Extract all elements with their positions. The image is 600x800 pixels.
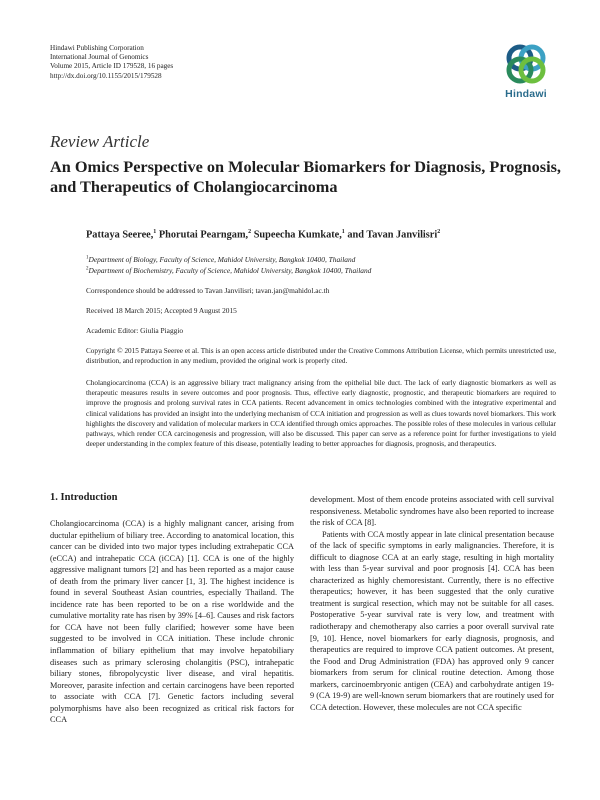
- volume-info: Volume 2015, Article ID 179528, 16 pages: [50, 62, 174, 71]
- author-affiliation-mark: 2: [437, 229, 441, 235]
- journal-name: International Journal of Genomics: [50, 53, 149, 62]
- affiliation-1: [86, 255, 355, 264]
- body-column-right: [310, 494, 554, 713]
- hindawi-logo-icon: [496, 40, 556, 88]
- affiliation-number: 2: [86, 266, 89, 272]
- body-column-left: [50, 518, 294, 726]
- correspondence: Correspondence should be addressed to Tavan Janvilisri; tavan.jan@mahidol.ac.th: [86, 286, 330, 295]
- affiliation-text: Department of Biochemistry, Faculty of Science, Mahidol University, Bangkok 10400, Thailand: [88, 266, 372, 275]
- author-affiliation-mark: 2: [248, 229, 252, 235]
- abstract: Cholangiocarcinoma (CCA) is an aggressive biliary tract malignancy arising from the epithelial bile duct. The lack of early diagnostic biomarkers as well as therapeutic measures results in severe outcomes and poor prognosis. Thus, effective early diagnostic, prognostic, and therapeutic biomarkers are required to improve the prognosis and prolong survival rates in CCA patients. Recent advancement in omics technologies combined with the integrative experimental and clinical validations has provided an insight into the underlying mechanism of CCA initiation and progression as well as clues towards novel biomarkers. This work highlights the discovery and validation of molecular markers in CCA identified through omics approaches. The possible roles of these molecules in various cellular pathways, which render CCA carcinogenesis and progression, will also be discussed. This paper can serve as a reference point for further investigations to yield deeper understanding in the complex feature of this disease, potentially leading to better approaches for diagnosis, prognosis, and therapeutics.: [86, 379, 556, 449]
- affiliation-text: Department of Biology, Faculty of Science, Mahidol University, Bangkok 10400, Thailand: [88, 255, 356, 264]
- author-name: Phorutai Pearngam,: [158, 229, 249, 241]
- academic-editor: Academic Editor: Giulia Piaggio: [86, 326, 184, 335]
- article-title: An Omics Perspective on Molecular Biomarkers for Diagnosis, Prognosis, and Therapeutics of Cholangiocarcinoma: [50, 157, 562, 196]
- logo-text: Hindawi: [505, 88, 547, 100]
- affiliation-number: 1: [86, 255, 89, 261]
- doi-link[interactable]: http://dx.doi.org/10.1155/2015/179528: [50, 71, 162, 80]
- author-affiliation-mark: 1: [341, 229, 345, 235]
- hindawi-logo: [496, 40, 556, 106]
- received-accepted-dates: Received 18 March 2015; Accepted 9 August 2015: [86, 306, 237, 315]
- author-name: and Tavan Janvilisri: [347, 229, 438, 241]
- section-heading-introduction: 1. Introduction: [50, 492, 118, 503]
- author-name: Pattaya Seeree,: [86, 229, 154, 241]
- copyright-notice: Copyright © 2015 Pattaya Seeree et al. This is an open access article distributed under the Creative Commons Attribution License, which permits unrestricted use, distribution, and reproduction in any medium, provided the original work is properly cited.: [86, 347, 556, 366]
- author-list: [86, 229, 440, 240]
- paragraph: development. Most of them encode proteins associated with cell survival responsiveness. Metabolic syndromes have also been reported to increase the risk of CCA [8].: [310, 495, 554, 528]
- paragraph: Cholangiocarcinoma (CCA) is a highly malignant cancer, arising from ductular epithelium of biliary tree. According to anatomical location, this cancer can be divided into two major types including extrahepatic CCA (eCCA) and intrahepatic CCA (iCCA) [1]. CCA is one of the highly aggressive malignant tumors [2] and has been reported as a major cause of death from the primary liver cancer [1, 3]. The highest incidence is found in several Southeast Asian countries, especially Thailand. The incidence rate has been reported to be on a rise worldwide and the cumulative mortality rate has risen by 39% [4–6]. Causes and risk factors for CCA have not been fully clarified; however some have been suggested to be involved in CCA initiation. These include chronic inflammation of biliary epithelium that may involve hepatobiliary diseases such as primary sclerosing cholangitis (PSC), intrahepatic biliary stones, fibropolycystic liver disease, and viral hepatitis. Moreover, parasite infection and certain carcinogens have been reported to associate with CCA [7]. Genetic factors including several polymorphisms have also been recognized as critical risk factors for CCA: [50, 519, 294, 725]
- author-affiliation-mark: 1: [153, 229, 157, 235]
- author-name: Supeecha Kumkate,: [253, 229, 342, 241]
- paragraph: Patients with CCA mostly appear in late clinical presentation because of the lack of specific symptoms in early malignancies. Therefore, it is difficult to diagnose CCA at an early stage, resulting in high mortality with less than 5-year survival and poor prognosis [4]. CCA has been characterized as highly chemoresistant. Currently, there is no effective therapeutics; however, it has been suggested that the only curative treatment is surgical resection, which may not be suitable for all cases. Postoperative 5-year survival rate is very low, and treatment with radiotherapy and chemotherapy also carries a poor overall survival rate [9, 10]. Hence, novel biomarkers for early diagnosis, prognosis, and therapeutics are required to improve CCA patient outcomes. At present, the Food and Drug Administration (FDA) has approved only 9 cancer biomarkers from serum for clinical routine detection. Among those markers, carcinoembryonic antigen (CEA) and carbohydrate antigen 19-9 (CA 19-9) are well-known serum biomarkers that are routinely used for CCA detection. However, these molecules are not CCA specific: [310, 529, 554, 712]
- affiliation-2: [86, 266, 371, 275]
- publication-info: [50, 44, 173, 81]
- article-type: Review Article: [50, 132, 150, 151]
- publisher-name: Hindawi Publishing Corporation: [50, 44, 144, 52]
